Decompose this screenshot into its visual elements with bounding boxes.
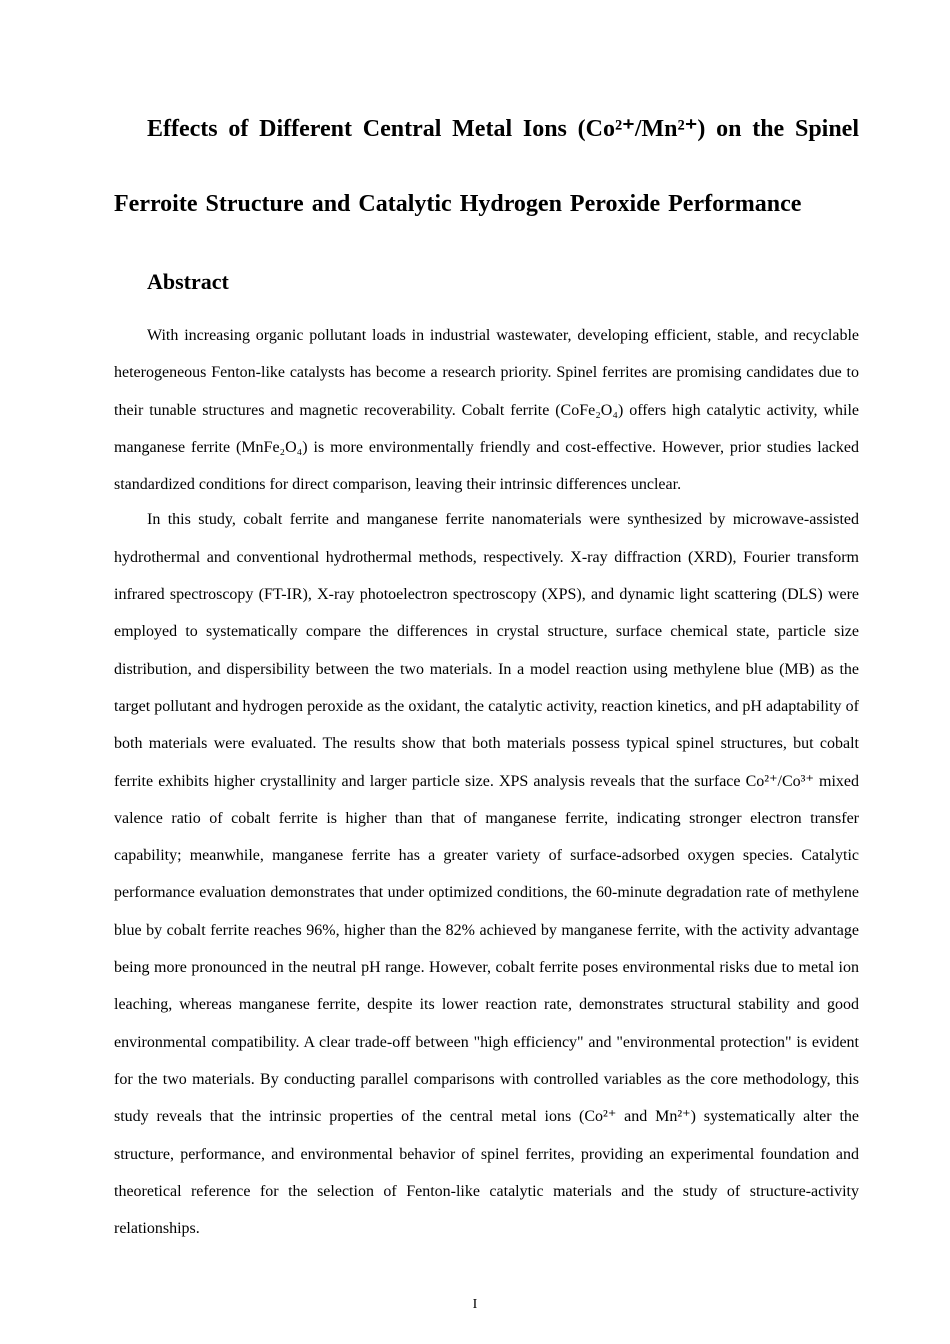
abstract-paragraph-2: In this study, cobalt ferrite and manganese ferrite nanomaterials were synthesized by microwave-assisted hydrothermal and conventional hydrothermal methods, respectively. X-ray diffraction (XRD), Fourier transform infrared spectroscopy (FT-IR), X-ray photoelectron spectroscopy (XPS), and dynamic light scattering (DLS) were employed to systematically compare the differences in crystal structure, surface chemical state, particle size distribution, and dispersibility between the two materials. In a model reaction using methylene blue (MB) as the target pollutant and hydrogen peroxide as the oxidant, the catalytic activity, reaction kinetics, and pH adaptability of both materials were evaluated. The results show that both materials possess typical spinel structures, but cobalt ferrite exhibits higher crystallinity and larger particle size. XPS analysis reveals that the surface Co²⁺/Co³⁺ mixed valence ratio of cobalt ferrite is higher than that of manganese ferrite, indicating stronger electron transfer capability; meanwhile, manganese ferrite has a greater variety of surface-adsorbed oxygen species. Catalytic performance evaluation demonstrates that under optimized conditions, the 60-minute degradation rate of methylene blue by cobalt ferrite reaches 96%, higher than the 82% achieved by manganese ferrite, with the activity advantage being more pronounced in the neutral pH range. However, cobalt ferrite poses environmental risks due to metal ion leaching, whereas manganese ferrite, despite its lower reaction rate, demonstrates structural stability and good environmental compatibility. A clear trade-off between "high efficiency" and "environmental protection" is evident for the two materials. By conducting parallel comparisons with controlled variables as the core methodology, this study reveals that the intrinsic properties of the central metal ions (Co²⁺ and Mn²⁺) systematically alter the structure, performance, and environmental behavior of spinel ferrites, providing an experimental foundation and theoretical reference for the selection of Fenton-like catalytic materials and the study of structure-activity relationships. [114, 511, 859, 1238]
page-number: I [472, 1297, 478, 1312]
document-title: Effects of Different Central Metal Ions (Co²⁺/Mn²⁺) on the Spinel Ferroite Structure and Catalytic Hydrogen Peroxide Performance [114, 116, 859, 217]
abstract-heading: Abstract [147, 269, 229, 294]
document-page [114, 92, 859, 1245]
abstract-paragraph-1: With increasing organic pollutant loads in industrial wastewater, developing efficient, stable, and recyclable heterogeneous Fenton-like catalysts has become a research priority. Spinel ferrites are promising candidates due to their tunable structures and magnetic recoverability. Cobalt ferrite (CoFe₂O₄) offers high catalytic activity, while manganese ferrite (MnFe₂O₄) is more environmentally friendly and cost-effective. However, prior studies lacked standardized conditions for direct comparison, leaving their intrinsic differences unclear. [114, 327, 859, 494]
